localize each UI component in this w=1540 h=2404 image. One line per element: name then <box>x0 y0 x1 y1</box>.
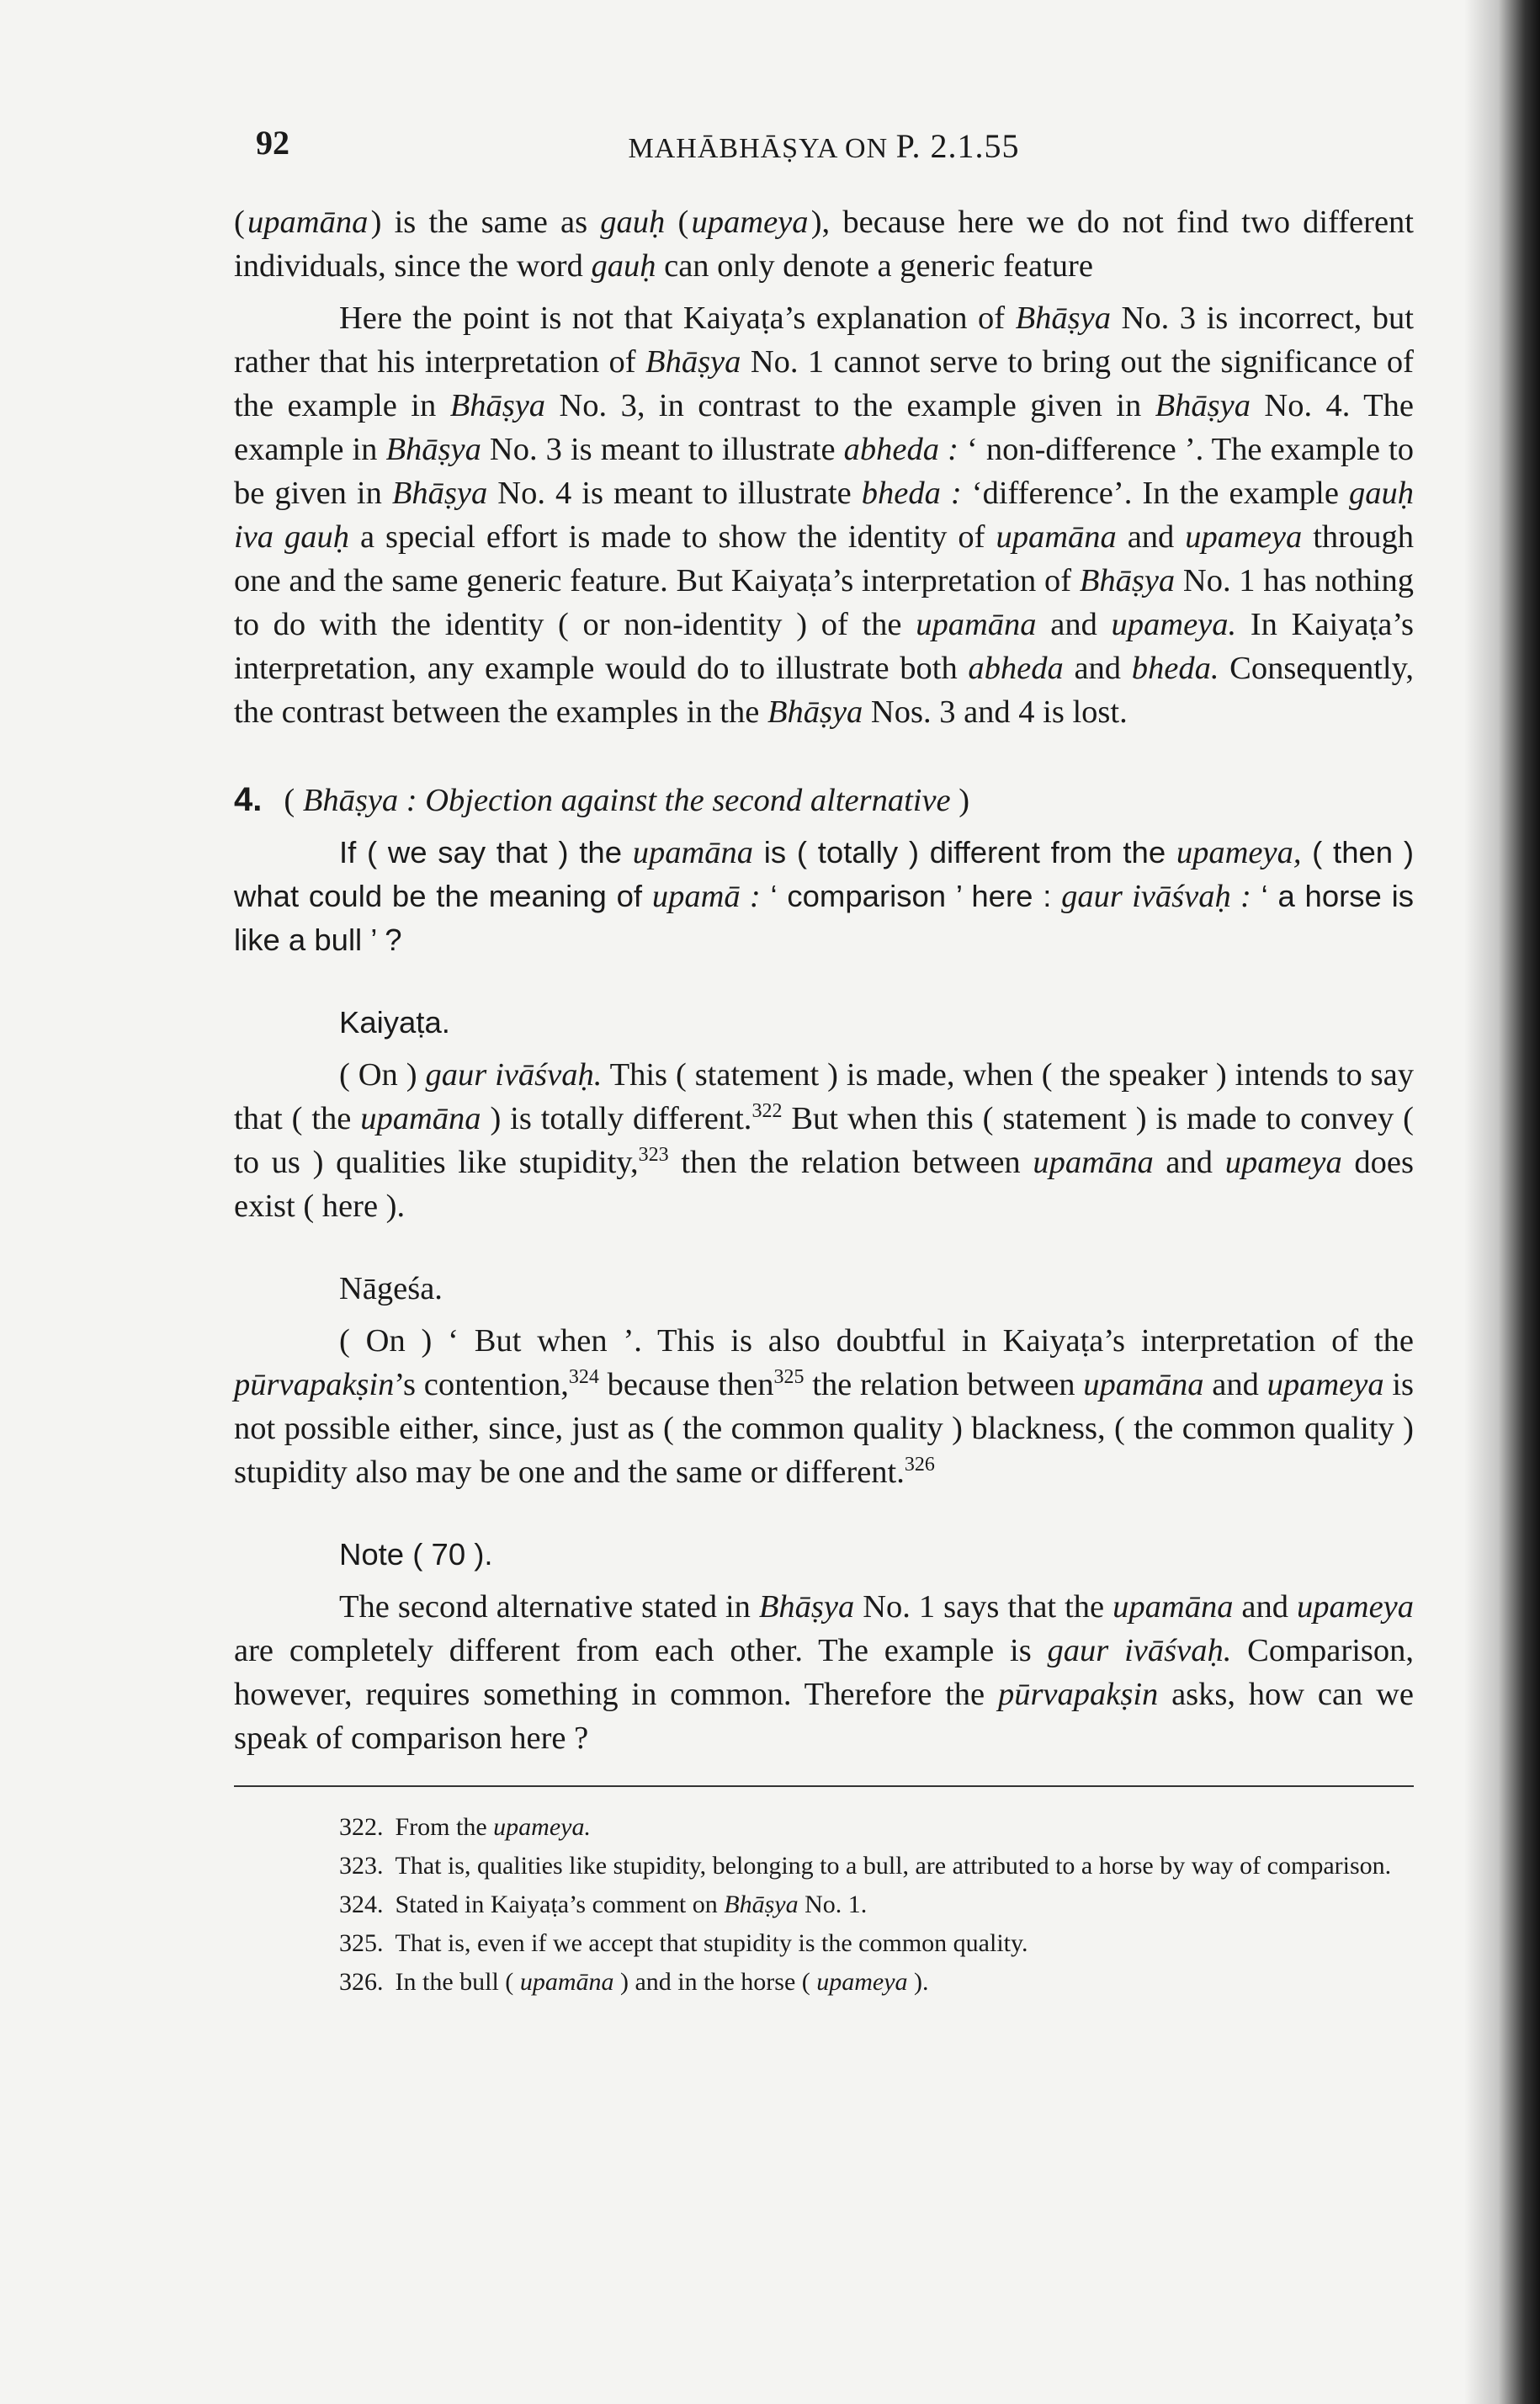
text-run: No. 4. The example in <box>234 388 1415 467</box>
text-run: No. 1 cannot serve to bring out the significance of the example in <box>234 344 1414 423</box>
footnote-325 <box>234 1924 1414 1963</box>
footnote-323 <box>234 1847 1414 1885</box>
term: Bhāṣya <box>449 388 546 423</box>
note-label: Note ( 70 ). <box>339 1537 493 1572</box>
text-run: Consequently, the contrast between the examples in the <box>234 651 1415 730</box>
text-run: In the bull ( <box>395 1968 520 1996</box>
term: bheda : <box>861 476 962 511</box>
footnote-ref[interactable]: 326 <box>904 1454 935 1476</box>
term: upameya <box>1185 519 1303 555</box>
term: abheda <box>968 651 1064 686</box>
paragraph-kaiyata-critique <box>234 296 1414 734</box>
term: pūrvapakṣin <box>234 1367 395 1402</box>
running-title <box>234 126 1414 166</box>
term: Bhāṣya <box>1155 388 1251 423</box>
nagesa-label: Nāgeśa. <box>339 1271 443 1306</box>
text-run: can only denote a generic feature <box>656 248 1093 284</box>
text-run: because then <box>598 1367 774 1402</box>
text-run: No. 1. <box>798 1891 868 1918</box>
text-run: ) is totally different. <box>481 1101 752 1136</box>
paragraph-nagesa <box>234 1319 1414 1494</box>
paragraph-bhasya-objection <box>234 831 1414 962</box>
term: upameya, <box>1176 835 1302 870</box>
term: gauḥ <box>600 205 666 240</box>
term: Bhāṣya <box>1015 300 1111 336</box>
footnote-ref[interactable]: 324 <box>568 1366 599 1388</box>
text-run: No. 4 is meant to illustrate <box>487 476 862 511</box>
footnote-326 <box>234 1963 1414 2002</box>
footnote-ref[interactable]: 325 <box>773 1366 805 1388</box>
text-run: and <box>1203 1367 1267 1402</box>
term: gaur ivāśvaḥ : <box>1061 879 1251 914</box>
text-run: ( On ) <box>339 1057 426 1093</box>
text-run: ‘ non-difference ’. The example to be given in <box>234 432 1414 511</box>
running-title-prefix: MAHĀBHĀṢYA ON <box>628 133 889 164</box>
text-run: and <box>1116 519 1186 555</box>
term: upamāna <box>360 1101 481 1136</box>
text-run: ’s contention, <box>394 1367 569 1402</box>
footnote-number: 326. <box>339 1968 384 1996</box>
paragraph-note-70 <box>234 1585 1414 1760</box>
text-run: No. 3 is incorrect, but rather that his interpretation of <box>234 300 1415 380</box>
text-run: Nos. 3 and 4 is lost. <box>863 694 1128 730</box>
term: abheda : <box>843 432 959 467</box>
footnote-number: 325. <box>339 1929 384 1957</box>
term: upameya <box>1224 1145 1342 1180</box>
term: gauḥ <box>591 248 656 284</box>
term: upameya. <box>493 1813 591 1841</box>
term: upamāna <box>1083 1367 1204 1402</box>
text-run: a special effort is made to show the identity of <box>349 519 996 555</box>
section-title: Bhāṣya : Objection against the second alternative <box>302 783 951 818</box>
text-run: then the relation between <box>668 1145 1033 1180</box>
text-run: ‘ a horse is like a bull ’ ? <box>234 879 1414 957</box>
footnote-ref[interactable]: 323 <box>638 1144 669 1166</box>
text-run: the relation between <box>804 1367 1084 1402</box>
text-run: ( On ) ‘ But when ’. This is also doubtful in Kaiyaṭa’s interpretation of the <box>339 1323 1414 1359</box>
term: upamāna <box>1033 1145 1154 1180</box>
term: upamāna <box>247 205 369 240</box>
scan-binding-edge <box>1464 0 1540 2404</box>
kaiyata-label: Kaiyaṭa. <box>339 1005 450 1040</box>
term: bheda. <box>1131 651 1219 686</box>
text-run: Stated in Kaiyaṭa’s comment on <box>395 1891 725 1918</box>
term: Bhāṣya <box>1079 563 1176 598</box>
main-text <box>234 200 1414 1760</box>
footnotes <box>234 1808 1414 2002</box>
term: upamāna <box>1113 1589 1234 1625</box>
text-run: If ( we say that ) the <box>339 835 633 870</box>
text-run: The second alternative stated in <box>339 1589 759 1625</box>
term: gauḥ iva gauḥ <box>234 476 1414 555</box>
term: upameya <box>1297 1589 1414 1625</box>
term: Bhāṣya <box>391 476 488 511</box>
term: gaur ivāśvaḥ. <box>1047 1633 1232 1668</box>
text-run: But when this ( statement ) is made to convey ( to us ) qualities like stupidity, <box>234 1101 1414 1180</box>
text-run: because here we do not find two different individuals, since the word <box>234 205 1414 284</box>
paragraph-kaiyata <box>234 1053 1414 1228</box>
footnote-322 <box>234 1808 1414 1847</box>
term: pūrvapakṣin <box>997 1677 1159 1712</box>
term: gaur ivāśvaḥ. <box>425 1057 603 1093</box>
term: upamāna <box>916 607 1037 642</box>
term: upameya. <box>1111 607 1237 642</box>
text-run: From the <box>395 1813 494 1841</box>
text-run: ). <box>907 1968 929 1996</box>
term: upamāna <box>519 1968 614 1996</box>
section-number: 4. <box>234 781 263 818</box>
text-run: That is, qualities like stupidity, belonging to a bull, are attributed to a horse by way of comparison. <box>395 1852 1392 1880</box>
term: upamāna <box>632 835 754 870</box>
term: upameya <box>816 1968 908 1996</box>
footnote-number: 324. <box>339 1891 384 1918</box>
text-run: No. 1 has nothing to do with the identity ( or non-identity ) of the <box>234 563 1414 642</box>
text-run: and <box>1036 607 1112 642</box>
text-run: ‘ comparison ’ here : <box>760 879 1062 913</box>
text-run: No. 3, in contrast to the example given in <box>545 388 1155 423</box>
term: upameya <box>1267 1367 1384 1402</box>
term: Bhāṣya <box>645 344 741 380</box>
term: Bhāṣya <box>385 432 481 467</box>
running-title-ref: P. 2.1.55 <box>895 127 1020 165</box>
section-heading: 4. ( Bhāṣya : Objection against the second alternative ) <box>234 781 970 818</box>
text-run: That is, even if we accept that stupidity is the common quality. <box>395 1929 1028 1957</box>
text-run: In Kaiyaṭa’s interpretation, any example would do to illustrate both <box>234 607 1414 686</box>
text-run: and <box>1233 1589 1298 1625</box>
text-run: is ( totally ) different from the <box>753 835 1176 870</box>
text-run: Comparison, however, requires something in common. Therefore the <box>234 1633 1414 1712</box>
term: upamāna <box>996 519 1117 555</box>
term: upamā : <box>651 879 761 914</box>
footnote-number: 322. <box>339 1813 384 1841</box>
text-run: is the same as <box>381 205 601 240</box>
text-run: and <box>1153 1145 1225 1180</box>
footnote-number: 323. <box>339 1852 384 1880</box>
text-run: This ( statement ) is made, when ( the speaker ) intends to say that ( the <box>234 1057 1414 1136</box>
footnote-324 <box>234 1885 1414 1924</box>
term: Bhāṣya <box>767 694 863 730</box>
text-run: asks, how can we speak of comparison here ? <box>234 1677 1414 1756</box>
term: Bhāṣya <box>758 1589 855 1625</box>
term: Bhāṣya <box>724 1891 799 1918</box>
footnote-ref[interactable]: 322 <box>751 1100 783 1122</box>
text-run: ( then ) what could be the meaning of <box>234 835 1414 913</box>
running-header <box>234 123 1414 165</box>
text-run: ‘difference’. In the example <box>961 476 1349 511</box>
text-run: does exist ( here ). <box>234 1145 1415 1224</box>
page-number: 92 <box>256 124 289 162</box>
text-run: through one and the same generic feature. But Kaiyaṭa’s interpretation of <box>234 519 1414 598</box>
term: upameya <box>691 205 809 240</box>
text-run: and <box>1063 651 1132 686</box>
text-run: No. 1 says that the <box>854 1589 1113 1625</box>
text-run: Here the point is not that Kaiyaṭa’s explanation of <box>339 300 1016 336</box>
text-run: is not possible either, since, just as ( the common quality ) blackness, ( the common quality ) stupidity also may be one and the same or different. <box>234 1367 1414 1490</box>
text-run: No. 3 is meant to illustrate <box>481 432 844 467</box>
paragraph-continued: ( upamāna ) is the same as gauḥ ( upameya ), because here we do not find two different individuals, since the word gauḥ can only denote a generic feature <box>234 205 1414 284</box>
footnote-divider <box>234 1785 1414 1787</box>
text-run: ) and in the horse ( <box>613 1968 817 1996</box>
text-run: are completely different from each other. The example is <box>234 1633 1048 1668</box>
